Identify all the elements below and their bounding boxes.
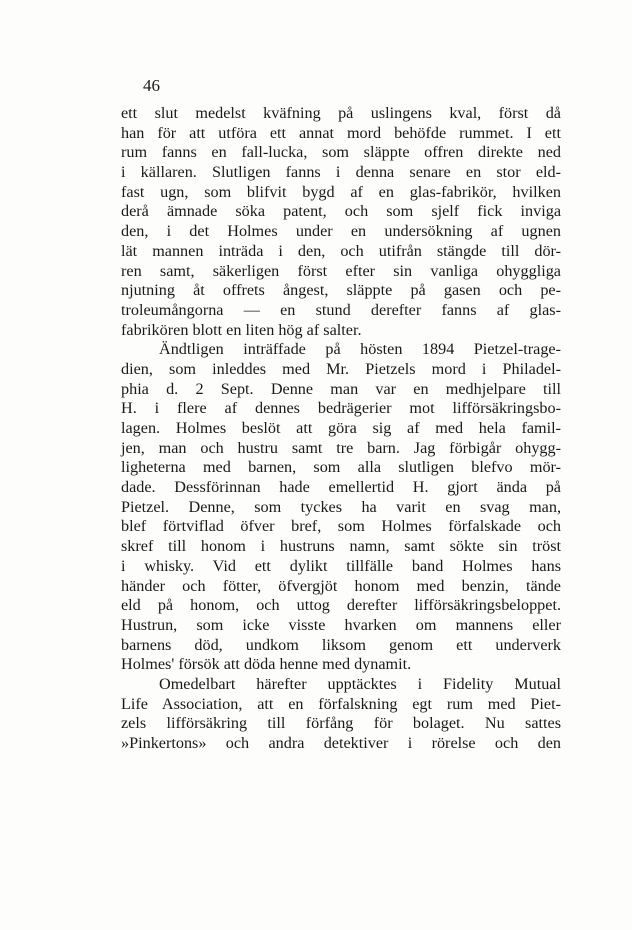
text-line: ligheterna med barnen, som alla slutligen blefvo mör- [121, 458, 561, 477]
text-line: njutning åt offrets ångest, släppte på gasen och pe- [121, 281, 561, 300]
text-line: i whisky. Vid ett dylikt tillfälle band Holmes hans [121, 556, 561, 575]
text-line: lagen. Holmes beslöt att göra sig af med hela famil- [121, 419, 561, 437]
text-line: dade. Dessförinnan hade emellertid H. gjort ända på [121, 478, 561, 497]
text-line: han för att utföra ett annat mord behöfde rummet. I ett [121, 123, 561, 142]
text-line: phia d. 2 Sept. Denne man var en medhjelpare till [121, 379, 561, 398]
body-text [121, 104, 561, 754]
text-line: jen, man och hustru samt tre barn. Jag förbigår ohygg- [121, 438, 561, 457]
text-line: Omedelbart härefter upptäcktes i Fidelity Mutual [159, 674, 561, 693]
text-line: ett slut medelst kväfning på uslingens kval, först då [121, 104, 561, 122]
text-line: Ändtligen inträffade på hösten 1894 Pietzel-trage- [159, 340, 561, 359]
text-line: »Pinkertons» och andra detektiver i rörelse och den [121, 734, 561, 752]
page-number: 46 [143, 76, 160, 95]
text-line: dien, som inleddes med Mr. Pietzels mord i Philadel- [121, 359, 561, 378]
text-line: zels lifförsäkring till förfång för bolaget. Nu sattes [121, 714, 561, 733]
text-line: fabrikören blott en liten hög af salter. [121, 320, 362, 339]
text-line: den, i det Holmes under en undersökning af ugnen [121, 222, 561, 241]
text-line: Holmes' försök att döda henne med dynamit. [121, 655, 412, 674]
text-line: skref till honom i hustruns namn, samt sökte sin tröst [121, 537, 561, 556]
text-line: H. i flere af dennes bedrägerier mot lifförsäkringsbo- [121, 399, 561, 418]
text-line: fast ugn, som blifvit bygd af en glas-fabrikör, hvilken [121, 182, 561, 201]
text-line: Life Association, att en förfalskning egt rum med Piet- [121, 694, 561, 713]
text-line: Pietzel. Denne, som tyckes ha varit en svag man, [121, 497, 561, 516]
text-line: i källaren. Slutligen fanns i denna senare en stor eld- [121, 163, 561, 182]
text-line: barnens död, undkom liksom genom ett underverk [121, 635, 561, 654]
text-line: troleumångorna — en stund derefter fanns af glas- [121, 300, 561, 319]
text-line: händer och fötter, öfvergjöt honom med benzin, tände [121, 576, 561, 595]
text-line: ren samt, säkerligen först efter sin vanliga ohyggliga [121, 261, 561, 280]
text-line: rum fanns en fall-lucka, som släppte offren direkte ned [121, 143, 561, 162]
text-line: eld på honom, och uttog derefter lifförsäkringsbeloppet. [121, 596, 561, 615]
text-line: Hustrun, som icke visste hvarken om mannens eller [121, 615, 561, 634]
text-line: blef förtviflad öfver bref, som Holmes förfalskade och [121, 517, 561, 536]
text-line: lät mannen inträda i den, och utifrån stängde till dör- [121, 241, 561, 260]
text-line: derå ämnade söka patent, och som sjelf fick inviga [121, 202, 561, 221]
